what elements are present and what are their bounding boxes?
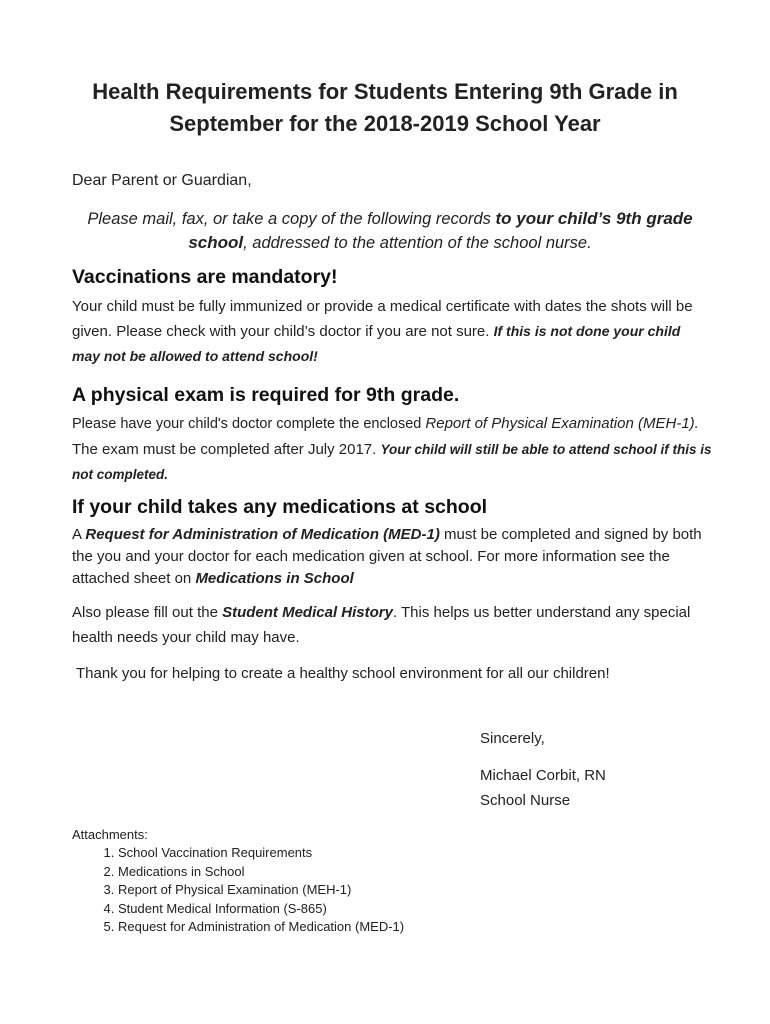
vaccinations-heading: Vaccinations are mandatory! bbox=[72, 266, 338, 288]
medications-heading: If your child takes any medications at school bbox=[72, 496, 488, 518]
attachment-item: 2. Medications in School bbox=[118, 863, 404, 882]
thanks-paragraph: Thank you for helping to create a healthy school environment for all our children! bbox=[76, 665, 610, 682]
attachment-item: 5. Request for Administration of Medication (MED-1) bbox=[118, 918, 404, 937]
attachments-list bbox=[72, 844, 404, 937]
attachments-section bbox=[72, 827, 404, 937]
attachments-label: Attachments: bbox=[72, 827, 148, 842]
signer-name: Michael Corbit, RN bbox=[480, 767, 606, 784]
intro-text-1: Please mail, fax, or take a copy of the following records bbox=[87, 210, 496, 228]
vaccinations-warning: If this is not done your child may not be allowed to attend school! bbox=[72, 323, 681, 364]
page-title bbox=[40, 76, 730, 140]
salutation: Dear Parent or Guardian, bbox=[72, 172, 252, 189]
vaccinations-text: Your child must be fully immunized or provide a medical certificate with dates the shots will be given. Please check with your child’s doctor if you are not sure. bbox=[72, 298, 693, 340]
vaccinations-paragraph bbox=[72, 294, 712, 369]
physical-text-1: Please have your child's doctor complete the enclosed bbox=[72, 416, 426, 432]
physical-heading: A physical exam is required for 9th grade. bbox=[72, 384, 460, 406]
physical-form-name: Report of Physical Examination (MEH-1). bbox=[425, 415, 699, 432]
title-line-2: September for the 2018-2019 School Year bbox=[169, 111, 601, 136]
title-line-1: Health Requirements for Students Entering 9th Grade in bbox=[92, 79, 678, 104]
physical-note: Your child will still be able to attend school if this is not completed. bbox=[72, 442, 712, 482]
attachment-item: 1. School Vaccination Requirements bbox=[118, 844, 404, 863]
history-text-1: Also please fill out the bbox=[72, 604, 223, 621]
attachment-item: 3. Report of Physical Examination (MEH-1) bbox=[118, 881, 404, 900]
signer-title: School Nurse bbox=[480, 792, 571, 809]
medications-paragraph bbox=[72, 524, 712, 590]
physical-text-2: The exam must be completed after July 2017. bbox=[72, 441, 381, 458]
intro-emphasis: to your child’s 9th grade school bbox=[188, 209, 693, 252]
physical-paragraph bbox=[72, 411, 712, 487]
medications-text-1: A bbox=[72, 526, 86, 543]
medications-text-2: must be completed and signed by both the you and your doctor for each medication given at school. For more information see the attached sheet on bbox=[72, 526, 702, 587]
intro-text-2: , addressed to the attention of the school nurse. bbox=[243, 234, 592, 252]
medications-sheet-name: Medications in School bbox=[195, 570, 354, 587]
history-text-2: . This helps us better understand any special health needs your child may have. bbox=[72, 604, 691, 646]
attachment-item: 4. Student Medical Information (S-865) bbox=[118, 900, 404, 919]
intro-paragraph bbox=[70, 207, 710, 255]
history-form-name: Student Medical History bbox=[222, 604, 393, 621]
closing: Sincerely, bbox=[480, 730, 545, 747]
history-paragraph bbox=[72, 600, 712, 650]
medications-form-name: Request for Administration of Medication (MED-1) bbox=[85, 526, 440, 543]
